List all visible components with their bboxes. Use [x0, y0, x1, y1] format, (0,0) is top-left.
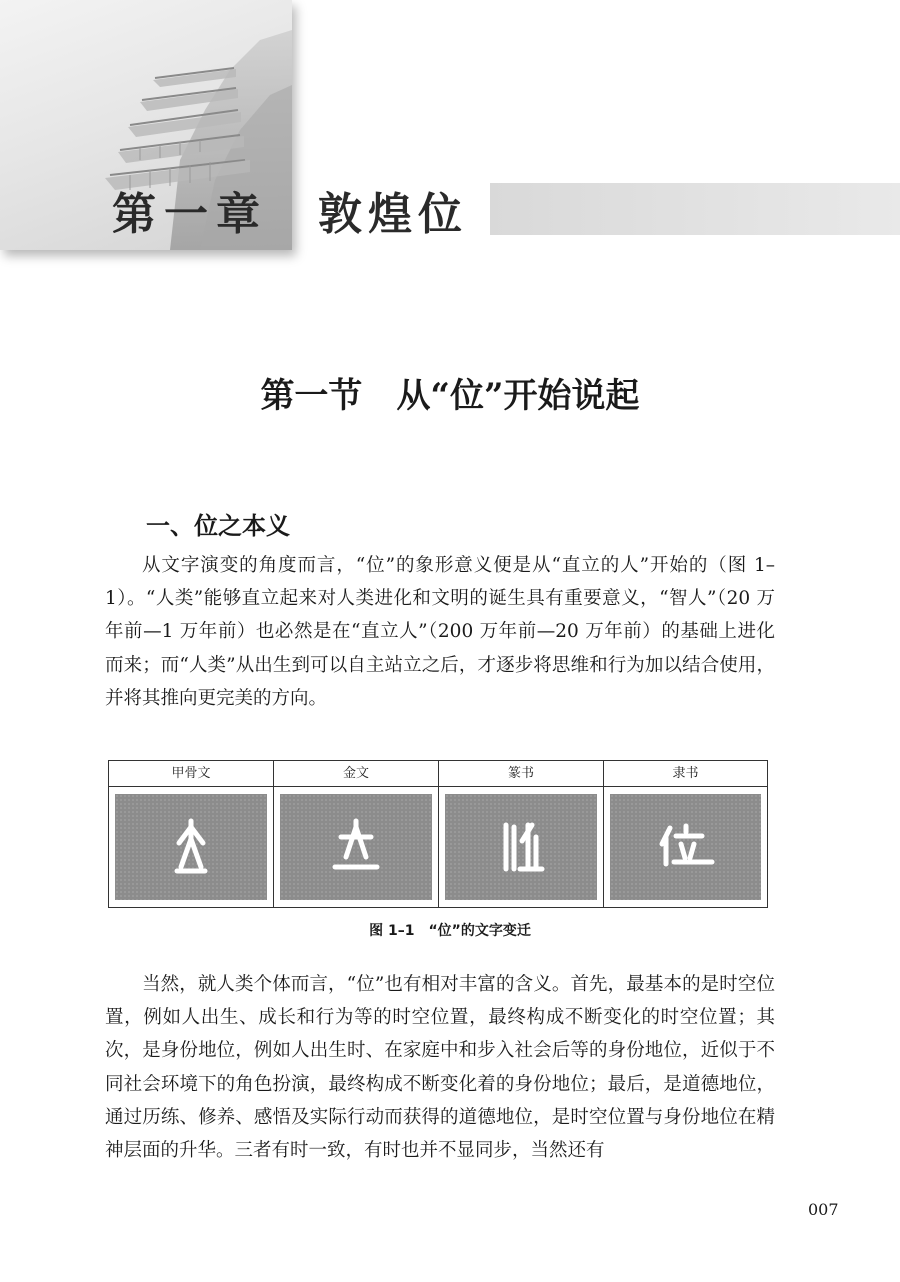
section-title: 第一节 从“位”开始说起	[260, 376, 640, 416]
glyph-image	[445, 794, 597, 900]
bronze-glyph-image	[331, 817, 381, 877]
chapter-number: 第一章	[112, 189, 268, 240]
figure-cell	[604, 787, 767, 907]
chapter-title-bar	[490, 183, 900, 235]
figure-column-header: 金文	[274, 761, 439, 787]
figure-cell	[109, 787, 274, 907]
figure-caption: 图 1–1 “位”的文字变迁	[369, 923, 531, 939]
body-paragraph: 当然，就人类个体而言，“位”也有相对丰富的含义。首先，最基本的是时空位置，例如人出生、成长和行为等的时空位置，最终构成不断变化的时空位置；其次，是身份地位，例如人出生时、在家庭中和步入社会后等的身份地位，近似于不同社会环境下的角色扮演，最终构成不断变化着的身份地位；最后，是道德地位，通过历练、修养、感悟及实际行动而获得的道德地位，是时空位置与身份地位在精神层面的升华。三者有时一致，有时也并不显同步，当然还有	[105, 974, 775, 1162]
seal-script-glyph-image	[496, 817, 546, 877]
figure-cell	[274, 787, 439, 907]
page-number: 007	[808, 1200, 839, 1219]
figure-column-header: 篆书	[439, 761, 604, 787]
glyph-image	[115, 794, 267, 900]
glyph-image	[610, 794, 761, 900]
oracle-bone-glyph-image	[171, 817, 211, 877]
figure-table	[108, 760, 768, 908]
figure-column-header: 甲骨文	[109, 761, 274, 787]
figure-cell	[439, 787, 604, 907]
glyph-image	[280, 794, 432, 900]
figure-column-header: 隶书	[604, 761, 767, 787]
subsection-heading: 一、位之本义	[146, 512, 290, 540]
body-paragraph: 从文字演变的角度而言，“位”的象形意义便是从“直立的人”开始的（图 1–1）。“人类”能够直立起来对人类进化和文明的诞生具有重要意义，“智人”（20 万年前—1 万年前）也必然是在“直立人”（200 万年前—20 万年前）的基础上进化而来；而“人类”从出生到可以自主站立之后，才逐步将思维和行为加以结合使用，并将其推向更完美的方向。	[105, 555, 775, 709]
clerical-script-glyph-image	[656, 822, 716, 872]
chapter-name: 敦煌位	[318, 189, 468, 240]
